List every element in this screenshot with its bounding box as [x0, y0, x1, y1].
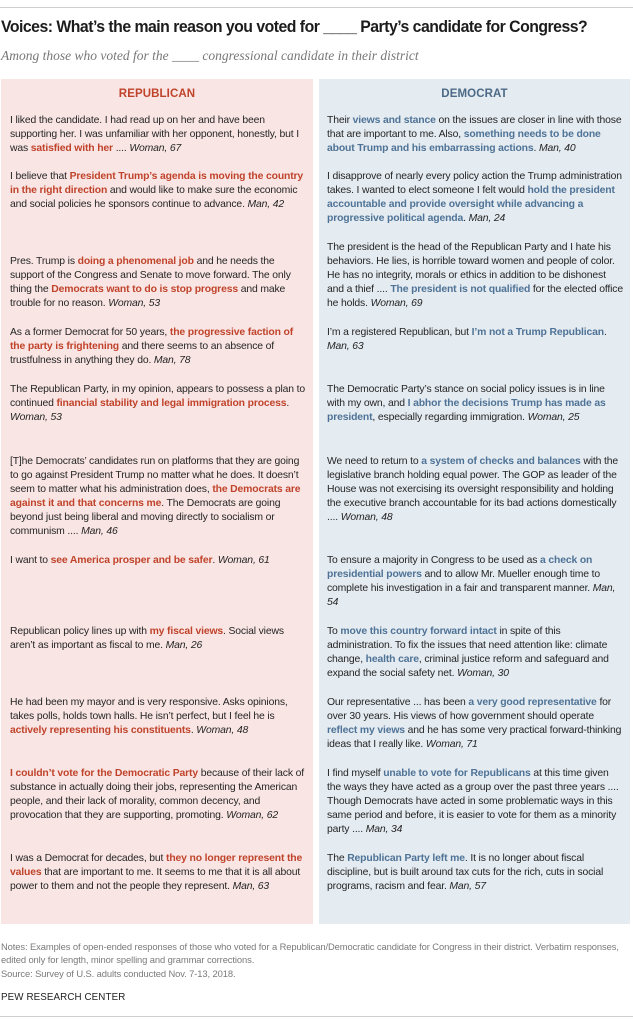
respondent-attribution: Man, 78 [153, 354, 191, 366]
highlighted-phrase: the progressive faction of the party is frightening [10, 327, 294, 352]
highlighted-phrase: financial stability and legal immigration process [56, 397, 287, 409]
highlighted-phrase: the Democrats are against it and that concerns me [10, 483, 301, 509]
respondent-attribution: Woman, 25 [527, 411, 580, 423]
respondent-attribution: Woman, 53 [10, 411, 62, 423]
bottom-divider [0, 1016, 633, 1017]
quote-text: To ensure a majority in Congress to be used as [327, 555, 540, 566]
quote-text: [T]he Democrats’ candidates run on platforms that they are going to go against President Trump no matter what he does. It doesn’t seem to matter what his administration does, [10, 456, 300, 495]
quote [327, 767, 625, 837]
highlighted-phrase: I abhor the decisions Trump has made as president [327, 397, 606, 423]
highlighted-phrase: hold the president accountable and provide oversight while advancing a progressive political agenda [327, 184, 615, 224]
quote [10, 767, 308, 823]
quote [327, 170, 625, 226]
chart-title: Voices: What’s the main reason you voted for ____ Party’s candidate for Congress? [1, 17, 588, 36]
respondent-attribution: Man, 34 [365, 823, 403, 835]
quote-text: for the elected office he holds. [327, 283, 623, 309]
respondent-attribution: Woman, 62 [226, 809, 278, 821]
quote [10, 554, 308, 568]
highlighted-phrase: a check on presidential powers [327, 555, 593, 580]
highlighted-phrase: I couldn’t vote for the Democratic Party [10, 768, 198, 779]
quote-text: in spite of this administration. To fix the issues that need attention like: climate change, [327, 626, 608, 665]
quote-text: on the issues are closer in line with those that are important to me. Also, [327, 115, 622, 140]
respondent-attribution: Woman, 30 [457, 667, 509, 679]
quote-text: and there seems to an absence of trustfulness in anything they do. [10, 340, 275, 366]
quote [327, 114, 625, 156]
highlighted-phrase: see America prosper and be safer [50, 555, 213, 566]
quote-text: As a former Democrat for 50 years, [10, 327, 170, 338]
footnotes [1, 940, 631, 980]
quote-text: I liked the candidate. I had read up on her and have been supporting her. I was unfamiliar with her opponent, honestly, but I was [10, 115, 299, 154]
highlighted-phrase: views and stance [352, 115, 436, 126]
respondent-attribution: Man, 26 [165, 639, 203, 651]
democrat-header: DEMOCRAT [441, 88, 508, 100]
respondent-attribution: Man, 24 [468, 212, 506, 224]
highlighted-phrase: doing a phenomenal job [77, 256, 194, 267]
quote-text: with the legislative branch holding equal power. The GOP as leader of the House was not exercising its oversight responsibility and holding the executive branch accountable for its bad actions domestically .... [327, 456, 619, 523]
highlighted-phrase: reflect my views [327, 724, 405, 736]
quote-text: for over 30 years. His views of how government should operate [327, 697, 612, 722]
quote-text: and to allow Mr. Mueller enough time to complete his investigation in a fair and transparent manner. [327, 568, 600, 594]
highlighted-phrase: move this country forward intact [340, 626, 497, 637]
quote-text: that are important to me. It seems to me that it is all about power to them and not the people they represent. [10, 866, 301, 892]
quote-text: The president is the head of the Republican Party and I hate his behaviors. He lies, is horrible toward women and people of color. He has no integrity, morals or ethics in addition to be dishonest and a thief .... [327, 242, 615, 295]
quote-text: . [190, 724, 197, 736]
respondent-attribution: Man, 46 [81, 525, 118, 537]
respondent-attribution: Woman, 71 [425, 738, 478, 750]
quote [10, 114, 308, 156]
respondent-attribution: Man, 63 [327, 340, 364, 352]
quote-text: Republican policy lines up with [10, 626, 150, 637]
highlighted-phrase: I’m not a Trump Republican [471, 327, 604, 338]
highlighted-phrase: unable to vote for Republicans [383, 768, 531, 779]
quote [327, 852, 625, 894]
quote-text: . It is no longer about fiscal discipline, but is built around tax cuts for the rich, cuts in social programs, racism and fear. [327, 853, 604, 892]
quote-text: , criminal justice reform and safeguard and expand the social safety net. [327, 653, 609, 679]
respondent-attribution: Man, 63 [232, 880, 270, 892]
quote-text: To [327, 626, 341, 637]
quote [10, 696, 308, 738]
highlighted-phrase: The president is not qualified [390, 283, 531, 295]
quote [10, 455, 308, 538]
pew-research-center-logo: PEW RESEARCH CENTER [1, 992, 126, 1003]
quote-text: I disapprove of nearly every policy action the Trump administration takes. I wanted to elect someone I felt would [327, 171, 622, 196]
quote [327, 241, 625, 311]
highlighted-phrase: Democrats want to do is stop progress [51, 283, 238, 295]
quote [327, 554, 625, 610]
republican-panel [1, 79, 313, 924]
quote-text: and would like to make sure the economic and social policies he sponsors continue to advance. [10, 184, 298, 210]
quote [10, 326, 308, 368]
respondent-attribution: Man, 54 [327, 582, 616, 608]
quote-text: The [327, 853, 348, 864]
highlighted-phrase: actively representing his constituents [10, 724, 191, 736]
quote-text: . [604, 327, 607, 338]
highlighted-phrase: something needs to be done about Trump and his embarrassing actions [327, 128, 601, 154]
respondent-attribution: Woman, 61 [217, 555, 270, 566]
quote-text: .... [112, 142, 130, 154]
quote [10, 852, 308, 894]
quote [327, 383, 625, 425]
quote [327, 696, 625, 752]
highlighted-phrase: health care [365, 653, 419, 665]
quote-text: and make trouble for no reason. [10, 283, 286, 309]
quote-text: because of their lack of substance in actually doing their jobs, representing the American people, and their lack of morality, common decency, and provocation that they are supporting, promoting. [10, 768, 304, 821]
quote-text: I believe that [10, 171, 70, 182]
quote-text: . The Democrats are going beyond just being liberal and moving directly to socialism or communism .... [10, 497, 281, 537]
quote [327, 326, 625, 354]
highlighted-phrase: Republican Party left me [347, 853, 465, 864]
quote-text: at this time given the ways they have acted as a group over the past three years .... Though Democrats have acted in some problematic ways in this same period and before, it is easier to vote for them as a minority party .... [327, 768, 619, 835]
quote-text: and he needs the support of the Congress and Senate to move forward. The only thing the [10, 256, 291, 295]
quote-text: . [286, 397, 290, 409]
source-text: Source: Survey of U.S. adults conducted Nov. 7-13, 2018. [1, 967, 236, 979]
quote-text: He had been my mayor and is very responsive. Asks opinions, takes polls, holds town halls. He isn’t perfect, but I feel he is [10, 697, 288, 722]
quote-text: I was a Democrat for decades, but [10, 853, 167, 864]
quote-text: We need to return to [327, 456, 422, 467]
quote [10, 625, 308, 653]
quote-text: . [533, 142, 539, 154]
chart-subtitle: Among those who voted for the ____ congressional candidate in their district [1, 48, 419, 63]
quote-text: and he has some very practical forward-thinking ideas that I really like. [327, 724, 622, 750]
quote [10, 255, 308, 311]
respondent-attribution: Woman, 53 [108, 297, 160, 309]
highlighted-phrase: President Trump’s agenda is moving the country in the right direction [10, 171, 304, 196]
respondent-attribution: Man, 42 [247, 198, 285, 210]
quote-text: I find myself [327, 768, 384, 779]
quote [10, 170, 308, 212]
highlighted-phrase: my fiscal views [149, 626, 224, 637]
quote-text: The Democratic Party’s stance on social policy issues is in line with my own, and [327, 384, 605, 409]
quote-text: The Republican Party, in my opinion, appears to possess a plan to continued [10, 384, 306, 409]
respondent-attribution: Woman, 67 [129, 142, 182, 154]
highlighted-phrase: satisfied with her [30, 142, 113, 154]
top-divider [0, 7, 633, 8]
highlighted-phrase: a very good representative [468, 697, 597, 708]
quote-text: . [212, 555, 218, 566]
respondent-attribution: Woman, 48 [196, 724, 249, 736]
quote-text: . [463, 212, 469, 224]
quote [327, 625, 625, 681]
quote-text: Their [327, 115, 353, 126]
respondent-attribution: Woman, 69 [370, 297, 423, 309]
quote-text: Our representative ... has been [327, 697, 469, 708]
respondent-attribution: Woman, 48 [340, 511, 393, 523]
quote-text: I’m a registered Republican, but [327, 327, 472, 338]
quote-text: Pres. Trump is [10, 256, 78, 267]
highlighted-phrase: they no longer represent the values [10, 853, 303, 878]
quote [10, 383, 308, 425]
respondent-attribution: Man, 57 [449, 880, 486, 892]
quote [327, 455, 625, 525]
highlighted-phrase: a system of checks and balances [421, 456, 581, 467]
respondent-attribution: Man, 40 [538, 142, 576, 154]
quote-text: , especially regarding immigration. [372, 411, 528, 423]
notes-text: Notes: Examples of open-ended responses of those who voted for a Republican/Democratic candidate for Congress in their district. Verbatim responses, edited only for length, minor spelling and grammar corrections. [1, 941, 619, 966]
republican-header: REPUBLICAN [118, 88, 196, 100]
quote-text: I want to [10, 555, 51, 566]
quote-text: . Social views aren’t as important as fiscal to me. [10, 626, 284, 651]
democrat-panel [319, 79, 630, 924]
